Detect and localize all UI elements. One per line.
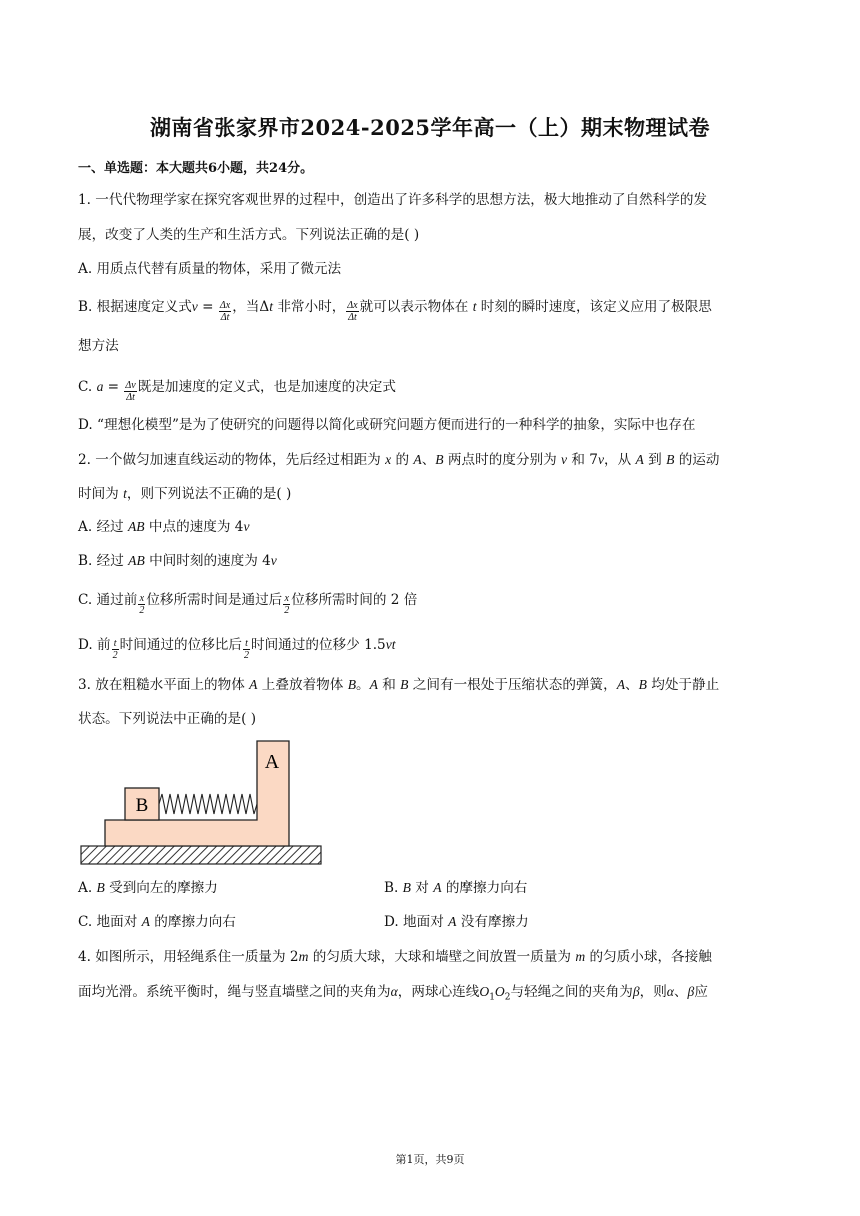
fraction-dx-dt: $\frac{\Delta x}{\Delta t}$ [347, 300, 358, 323]
q2-stem-line-2: 时间为 t，则下列说法不正确的是( ) [78, 486, 292, 502]
section-heading: 一、单选题：本大题共6小题，共24分。 [78, 161, 314, 176]
q3-stem-line-1: 3. 放在粗糙水平面上的物体 A 上叠放着物体 B。A 和 B 之间有一根处于压缩状态的弹簧，A、B 均处于静止 [78, 677, 720, 693]
spring-blocks-figure [78, 738, 326, 868]
compressed-spring [159, 794, 257, 814]
block-a-label: A [264, 751, 280, 773]
fraction-x-2: $\frac{x}{2}$ [139, 593, 145, 616]
q3-option-c: C. 地面对 A 的摩擦力向右 [78, 914, 236, 930]
q2-option-c: C. 通过前 $\frac{x}{2}$ 位移所需时间是通过后 $\frac{x}{2}$ 位移所需时间的 2 倍 [78, 592, 418, 616]
block-b-label: B [135, 795, 149, 816]
q2-option-a: A. 经过 AB 中点的速度为 4v [78, 519, 250, 535]
q3-option-b: B. B 对 A 的摩擦力向右 [384, 880, 528, 896]
fraction-dx-dt: $\frac{\Delta x}{\Delta t}$ [219, 300, 231, 323]
fraction-t-2: $\frac{t}{2}$ [112, 638, 118, 661]
q3-option-d: D. 地面对 A 没有摩擦力 [384, 914, 529, 930]
q2-stem-line-1: 2. 一个做匀加速直线运动的物体，先后经过相距为 x 的 A、B 两点时的度分别为 v 和 7v，从 A 到 B 的运动 [78, 452, 720, 468]
q1-option-b-line-2: 想方法 [78, 338, 119, 354]
q2-option-d: D. 前 $\frac{t}{2}$ 时间通过的位移比后 $\frac{t}{2}$ 时间通过的位移少 1.5vt [78, 637, 396, 661]
q1-stem-line-1: 1. 一代代物理学家在探究客观世界的过程中，创造出了许多科学的思想方法，极大地推动了自然科学的发 [78, 192, 708, 208]
page-title: 湖南省张家界市2024-2025学年高一（上）期末物理试卷 [149, 115, 711, 140]
q2-option-b: B. 经过 AB 中间时刻的速度为 4v [78, 553, 277, 569]
q4-stem-line-1: 4. 如图所示，用轻绳系住一质量为 2m 的匀质大球，大球和墙壁之间放置一质量为 m 的匀质小球，各接触 [78, 949, 712, 965]
q1-option-b: B. 根据速度定义式v = $\frac{\Delta x}{\Delta t}$ ，当Δt 非常小时， $\frac{\Delta x}{\Delta t}$ 就可以表示物体在 t 时刻的瞬时速度，该定义应用了极限思 [78, 299, 712, 323]
q4-stem-line-2: 面均光滑。系统平衡时，绳与竖直墙壁之间的夹角为α，两球心连线$O_1O_2$与轻绳之间的夹角为β，则α、β应 [78, 984, 708, 1003]
q1-stem-line-2: 展，改变了人类的生产和生活方式。下列说法正确的是( ) [78, 227, 420, 243]
q1-option-d: D. “理想化模型”是为了使研究的问题得以简化或研究问题方便而进行的一种科学的抽象，实际中也存在 [78, 417, 696, 433]
fraction-x-2: $\frac{x}{2}$ [284, 593, 290, 616]
q1-option-c: C. a = $\frac{\Delta v}{\Delta t}$ 既是加速度的定义式，也是加速度的决定式 [78, 379, 396, 403]
page-footer: 第1页，共9页 [395, 1153, 465, 1166]
fraction-dv-dt: $\frac{\Delta v}{\Delta t}$ [125, 380, 136, 403]
fraction-t-2: $\frac{t}{2}$ [244, 638, 249, 661]
q1-option-a: A. 用质点代替有质量的物体，采用了微元法 [78, 261, 342, 277]
q3-option-a: A. B 受到向左的摩擦力 [78, 880, 218, 896]
ground-hatch [81, 846, 321, 864]
q3-stem-line-2: 状态。下列说法中正确的是( ) [78, 711, 257, 727]
